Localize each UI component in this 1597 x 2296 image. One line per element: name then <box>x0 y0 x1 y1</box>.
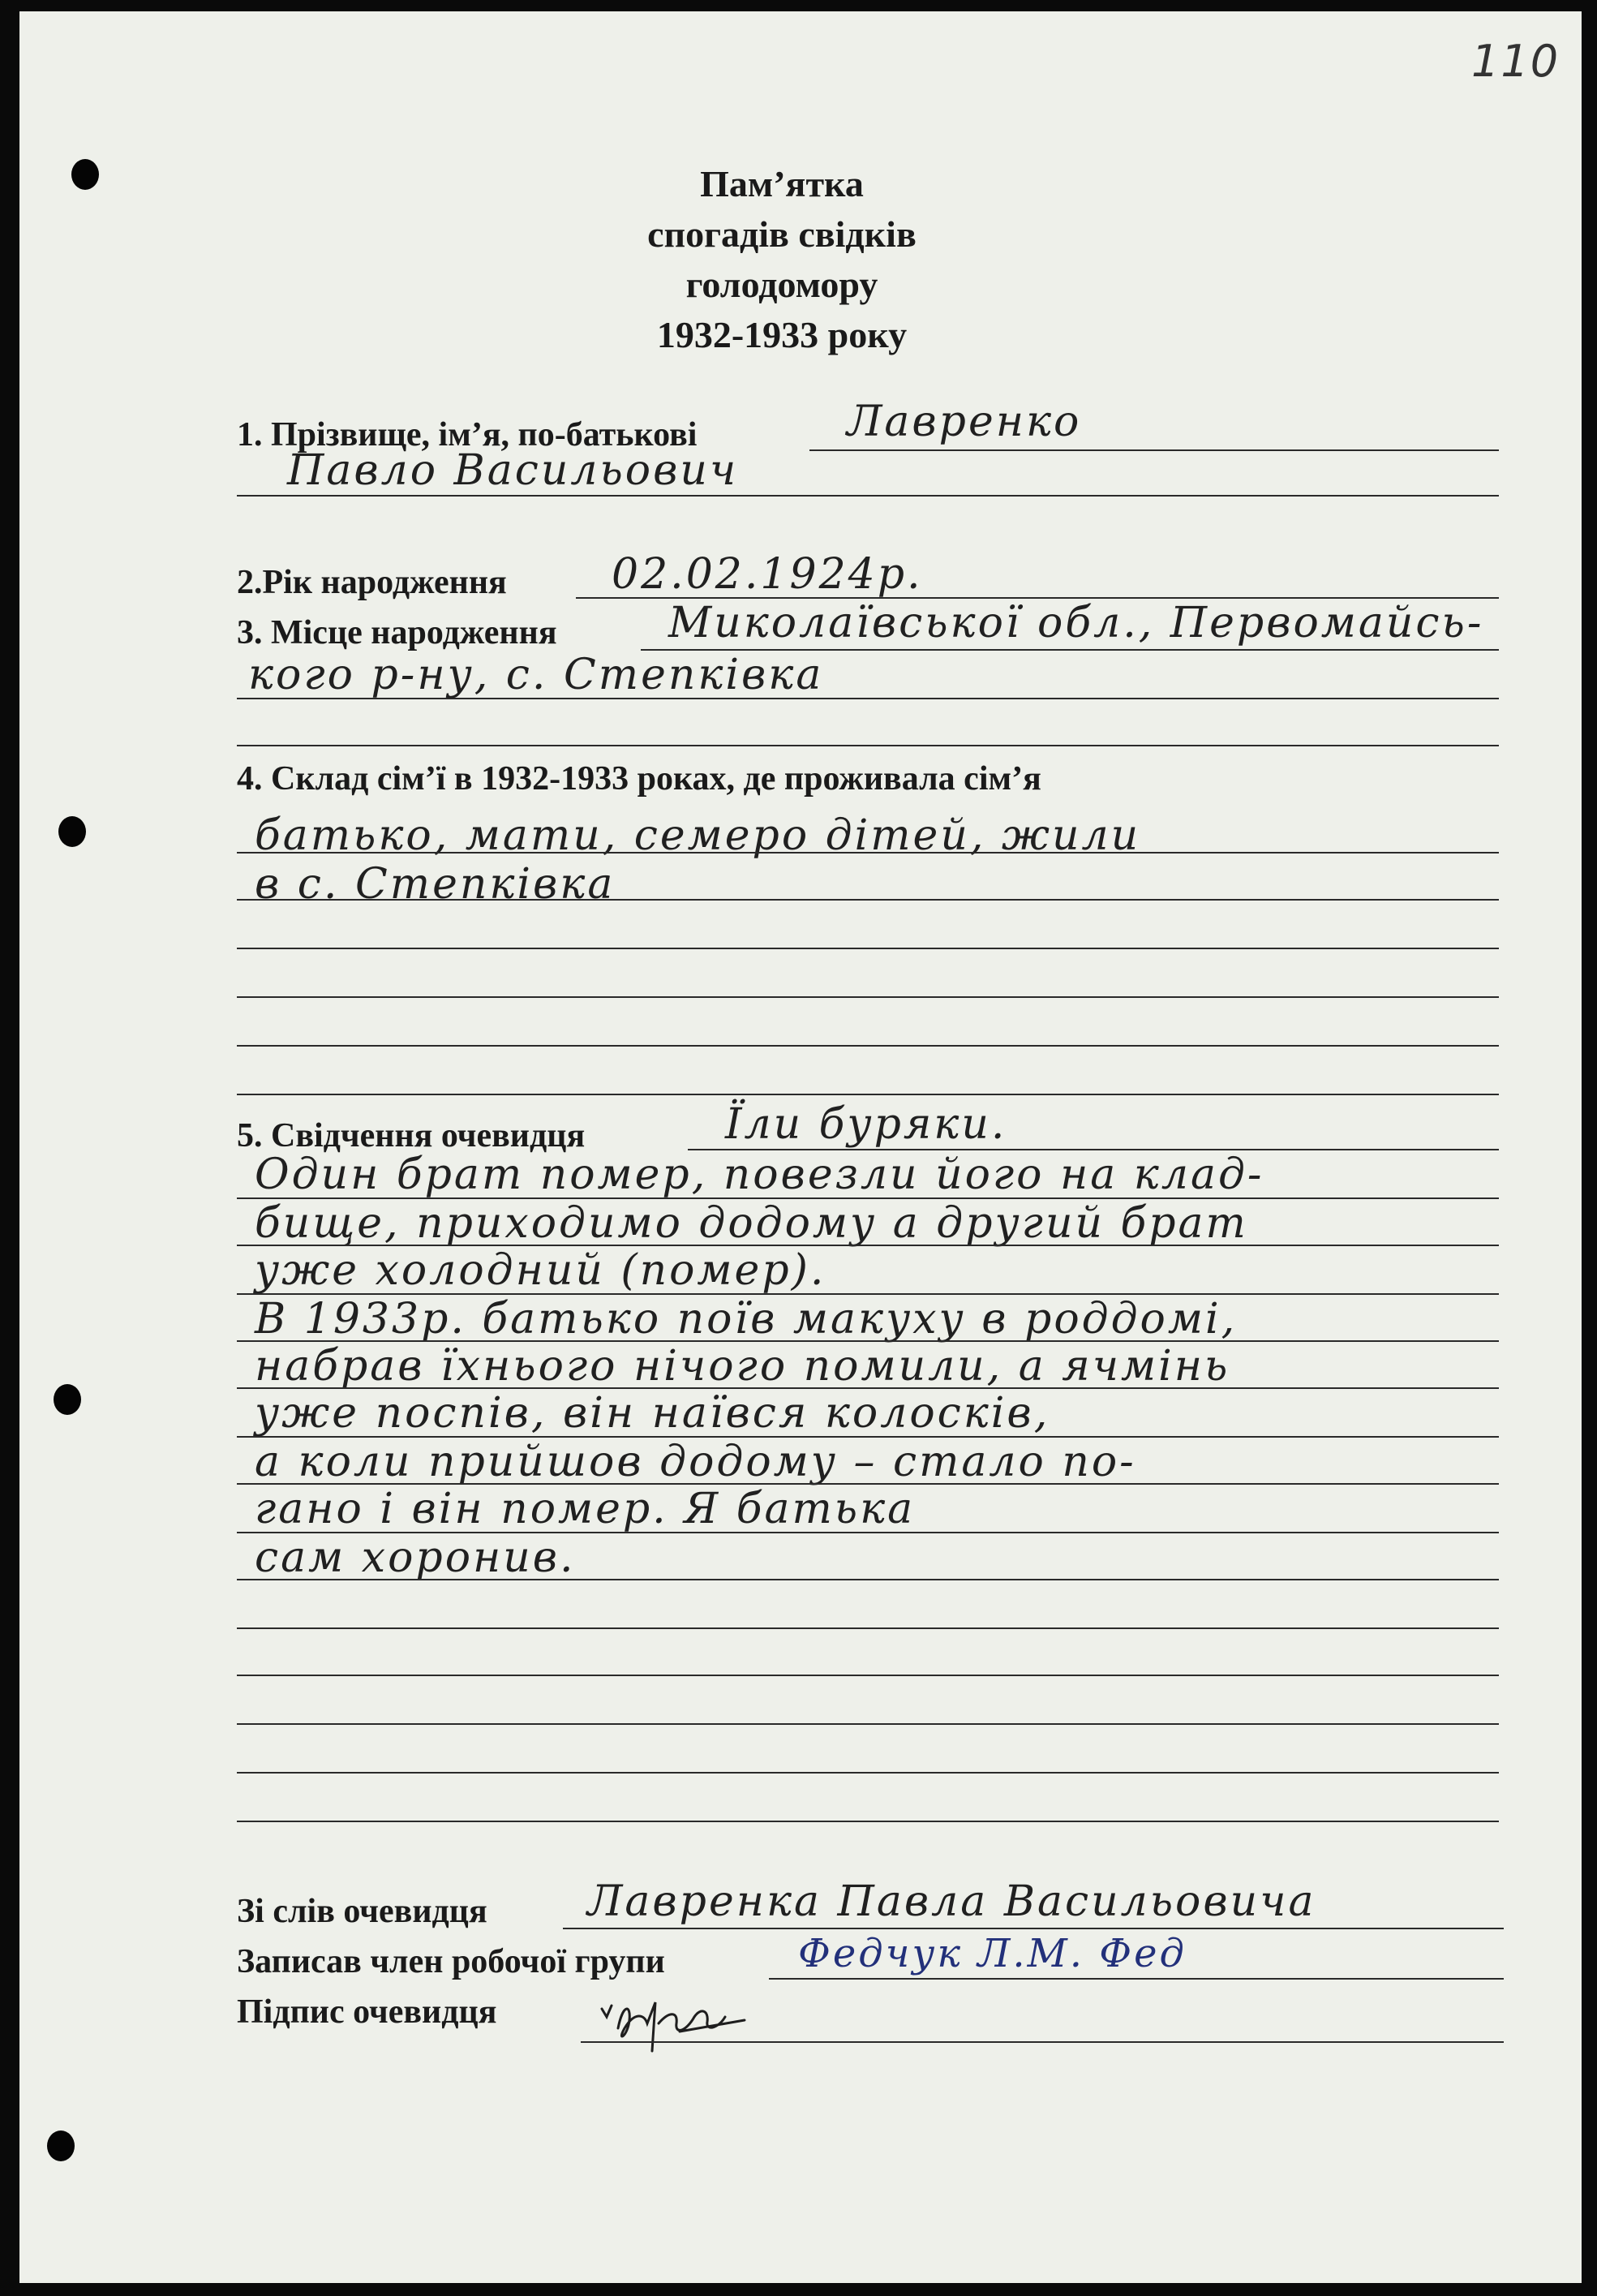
testimony-line: В 1933р. батько поїв макуху в роддомі, <box>255 1295 1238 1344</box>
field-line <box>237 899 1499 901</box>
birth-place-value: кого р-ну, с. Степківка <box>248 651 824 699</box>
testimony-line: а коли прийшов додому – стало по- <box>255 1438 1136 1486</box>
field-line <box>237 1723 1499 1725</box>
testimony-label: 5. Свідчення очевидця <box>237 1117 586 1154</box>
family-value: в с. Степківка <box>255 860 616 909</box>
page-number: 110 <box>1471 36 1561 87</box>
page-title <box>579 159 985 360</box>
punch-hole <box>58 816 86 847</box>
signature-scribble <box>599 1996 777 2053</box>
title-line: Пам’ятка <box>700 163 864 204</box>
field-line <box>237 1045 1499 1047</box>
testimony-line: сам хоронив. <box>255 1533 576 1582</box>
field-line <box>237 495 1499 497</box>
document-page <box>19 11 1582 2283</box>
birth-year-label: 2.Рік народження <box>237 564 507 601</box>
testimony-line: Один брат помер, повезли його на клад- <box>255 1150 1264 1199</box>
birth-place-value: Миколаївської обл., Первомайсь- <box>668 599 1484 647</box>
field-line <box>809 449 1499 451</box>
signature-label: Підпис очевидця <box>237 1993 497 2031</box>
field-line <box>563 1928 1504 1929</box>
recorded-by-label: Записав член робочої групи <box>237 1943 665 1980</box>
from-words-label: Зі слів очевидця <box>237 1893 487 1930</box>
title-line: спогадів свідків <box>647 213 917 255</box>
field-line <box>769 1978 1504 1980</box>
field-line <box>237 698 1499 699</box>
field-line <box>581 2041 1504 2043</box>
family-label: 4. Склад сім’ї в 1932-1933 роках, де проживала сім’я <box>237 760 1041 798</box>
birth-year-value: 02.02.1924р. <box>612 550 923 599</box>
birth-place-label: 3. Місце народження <box>237 614 557 651</box>
field-line <box>237 1772 1499 1774</box>
punch-hole <box>54 1384 81 1415</box>
title-line: 1932-1933 року <box>656 314 908 355</box>
from-words-value: Лавренка Павла Васильовича <box>587 1877 1316 1926</box>
testimony-line: бище, приходимо додому а другий брат <box>255 1199 1248 1248</box>
field-line <box>237 1675 1499 1676</box>
name-label: 1. Прізвище, ім’я, по-батькові <box>237 416 698 454</box>
testimony-line: уже поспів, він наївся колосків, <box>255 1389 1050 1438</box>
testimony-line: Їли буряки. <box>725 1100 1007 1149</box>
testimony-line: гано і він помер. Я батька <box>255 1485 916 1533</box>
field-line <box>237 1627 1499 1629</box>
field-line <box>237 1579 1499 1580</box>
testimony-line: набрав їхнього нічого помили, а ячмінь <box>255 1342 1230 1391</box>
field-line <box>237 1821 1499 1822</box>
field-line <box>237 745 1499 746</box>
title-line: голодомору <box>685 264 878 305</box>
field-line <box>237 852 1499 853</box>
field-line <box>237 1094 1499 1095</box>
recorded-by-value: Федчук Л.М. Фед <box>798 1931 1187 1976</box>
name-value: Павло Васильович <box>287 446 739 495</box>
field-line <box>237 948 1499 949</box>
field-line <box>237 996 1499 998</box>
punch-hole <box>71 159 99 190</box>
name-value: Лавренко <box>847 398 1082 446</box>
testimony-line: уже холодний (помер). <box>255 1246 826 1295</box>
punch-hole <box>47 2130 75 2161</box>
family-value: батько, мати, семеро дітей, жили <box>255 811 1141 860</box>
